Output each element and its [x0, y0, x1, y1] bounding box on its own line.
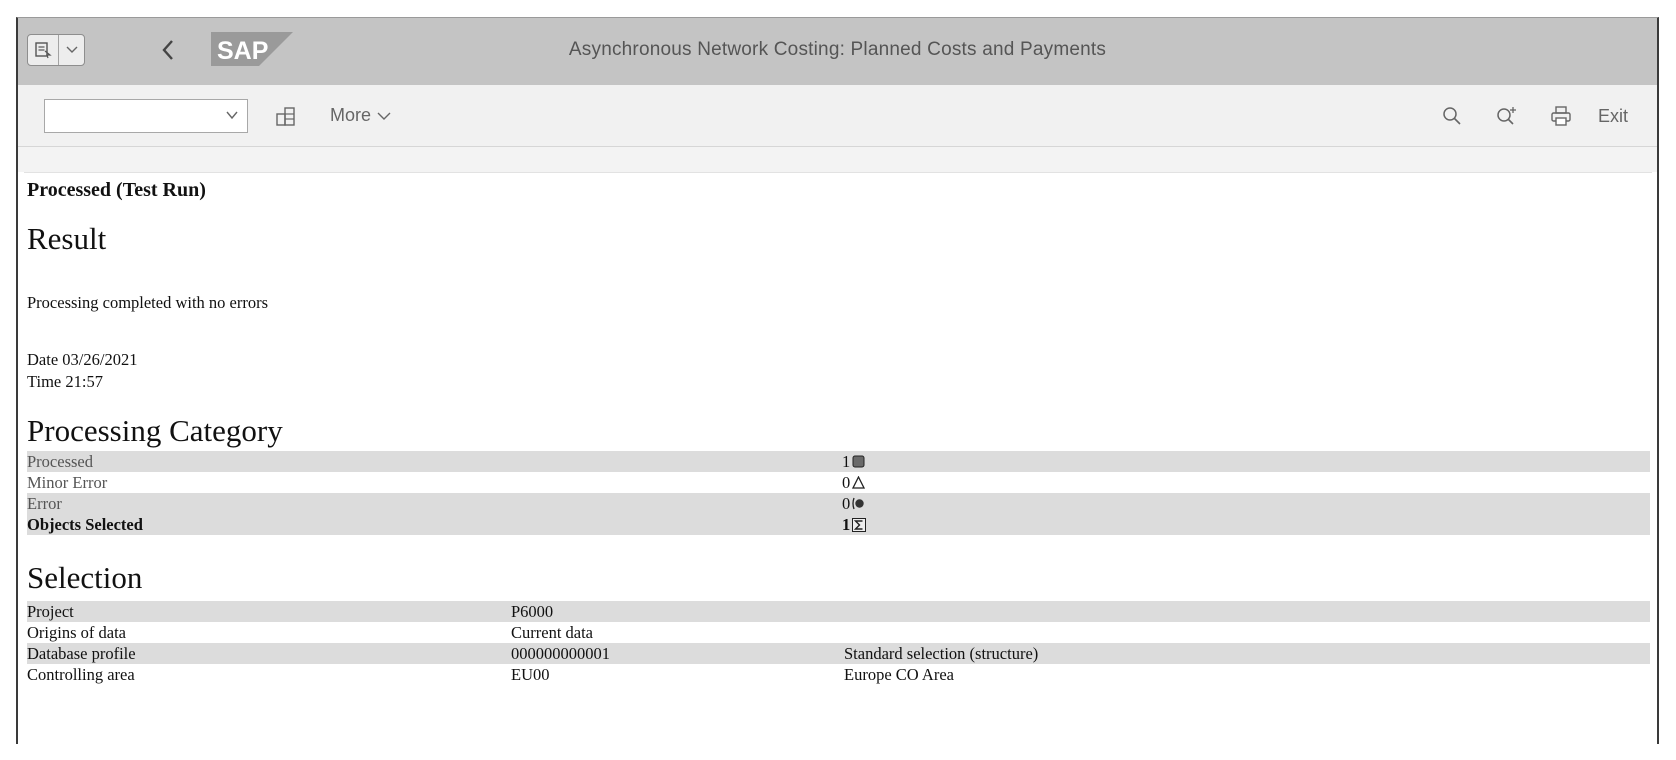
date-line: Date 03/26/2021 — [27, 350, 138, 369]
result-message: Processing completed with no errors — [27, 293, 269, 312]
table-row — [27, 601, 1650, 622]
result-heading: Result — [27, 221, 107, 256]
selection-label: Controlling area — [27, 665, 135, 684]
category-value: 1 — [842, 452, 851, 471]
category-value: 0 — [842, 494, 851, 513]
table-row — [27, 514, 1650, 535]
category-label: Processed — [27, 452, 93, 471]
selection-label: Project — [27, 602, 74, 621]
page-title: Processed (Test Run) — [27, 179, 206, 201]
chevron-down-icon — [377, 105, 391, 126]
exit-button[interactable]: Exit — [1598, 106, 1629, 126]
selection-label: Database profile — [27, 644, 136, 663]
selection-value: Current data — [511, 623, 594, 642]
svg-text:SAP: SAP — [217, 37, 269, 65]
category-count — [842, 514, 866, 535]
divider — [24, 172, 1652, 173]
app-window — [16, 17, 1659, 744]
table-row — [27, 664, 1650, 685]
category-table — [27, 451, 1650, 535]
selection-table — [27, 601, 1650, 685]
selection-value: EU00 — [511, 665, 550, 684]
search-next-icon[interactable] — [1493, 102, 1521, 130]
print-icon[interactable] — [1547, 102, 1575, 130]
time-line: Time 21:57 — [27, 372, 103, 391]
more-label: More — [330, 105, 372, 125]
category-label: Minor Error — [27, 473, 108, 492]
toolbar — [18, 85, 1657, 147]
category-label: Error — [27, 494, 62, 513]
app-title: Asynchronous Network Costing: Planned Costs and Payments — [568, 39, 1107, 60]
selection-value: P6000 — [511, 602, 554, 621]
shell-bar — [18, 18, 1657, 85]
category-count — [842, 472, 866, 493]
layout-icon[interactable] — [272, 102, 300, 130]
category-value: 0 — [842, 473, 851, 492]
table-row — [27, 493, 1650, 514]
warning-triangle-icon — [851, 475, 866, 490]
chevron-down-icon — [225, 108, 239, 127]
table-row — [27, 643, 1650, 664]
variant-select[interactable] — [44, 99, 248, 133]
table-row — [27, 622, 1650, 643]
selection-label: Origins of data — [27, 623, 126, 642]
category-count — [842, 451, 866, 472]
category-heading: Processing Category — [27, 413, 283, 448]
search-icon[interactable] — [1438, 102, 1466, 130]
table-row — [27, 451, 1650, 472]
selection-description: Europe CO Area — [844, 665, 954, 684]
category-value: 1 — [842, 515, 851, 534]
sum-icon — [851, 517, 866, 532]
category-count — [842, 493, 866, 514]
table-row — [27, 472, 1650, 493]
error-light-icon — [851, 496, 866, 511]
selection-description: Standard selection (structure) — [844, 644, 1039, 663]
green-light-icon — [851, 454, 866, 469]
category-label: Objects Selected — [27, 515, 143, 534]
selection-value: 000000000001 — [511, 644, 610, 663]
selection-heading: Selection — [27, 560, 143, 595]
more-button[interactable] — [330, 105, 391, 126]
content-band — [18, 147, 1657, 172]
